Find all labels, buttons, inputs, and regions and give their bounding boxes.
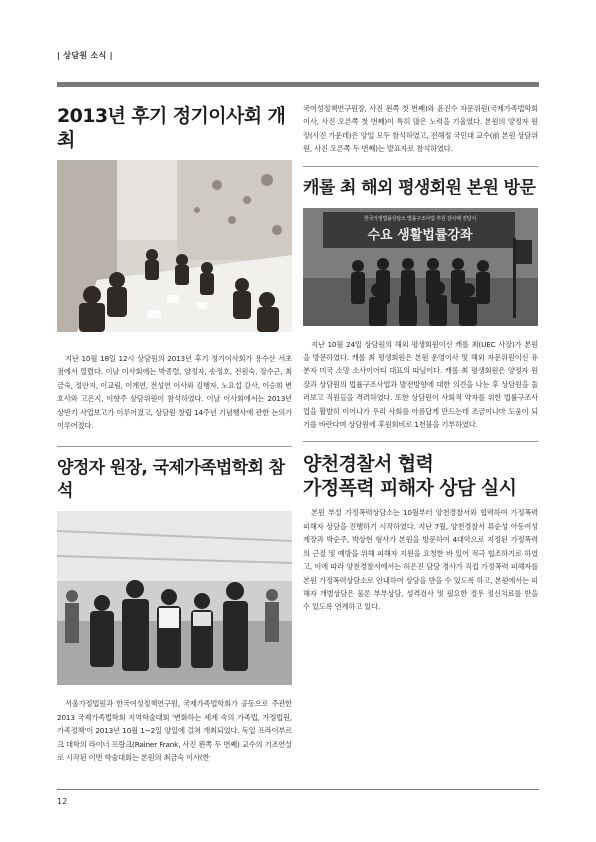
- page-number: 12: [57, 797, 68, 806]
- article-title-police-line1: 양천경찰서 협력: [303, 453, 434, 476]
- article-divider: [303, 441, 538, 442]
- conference-article-body: 서울가정법원과 한국여성정책연구원, 국제가족법학회가 공동으로 주관한 2013 국제가족법학회 지역학술대회 '변화하는 세계 속의 가족법, 가정법원, 가족정책'이 2013년 10월 1~2일 양일에 걸쳐 개최되었다. 독일 프라이부르크 대학의 라이너 프랑크(Rainer Frank, 사진 왼쪽 두 번째) 교수의 기조연설로 시작된 이번 학술대회는 본원의 최금숙 이사(한: [57, 699, 292, 763]
- section-header: | 상담원 소식 |: [57, 51, 113, 60]
- board-meeting-photo: [57, 160, 292, 332]
- banner-caption-line1: 한국가정법률상담소 법률구조사업 후원 감사패 전달식: [363, 215, 477, 222]
- police-article-body: 본원 부설 가정폭력상담소는 10월부터 양천경찰서와 협력하여 가정폭력 피해자 상담을 진행하기 시작하였다. 지난 7월, 양천경찰서 류순성 아동여성계장과 박순주, 박상현 형사가 본원을 방문하여 4대악으로 지정된 가정폭력의 근절 및 예방을 위해 피해자 지원을 요청한 바 있어 적극 협조하기로 하였고, 이에 따라 양천경찰서에서는 허은진 담당 경사가 직접 가정폭력 피해자를 본원 가정폭력상담소로 안내하여 상담을 받을 수 있도록 하고, 본원에서는 피해자 개별상담은 물론 부부상담, 성격검사 및 필요한 경우 정신치료를 받을 수 있도록 연계하고 있다.: [303, 508, 538, 612]
- article-title-police-line2: 가정폭력 피해자 상담 실시: [303, 477, 517, 500]
- left-column: [57, 98, 292, 764]
- board-article-body: 지난 10월 18일 12시 상담원의 2013년 후기 정기이사회가 용수산 서초점에서 열렸다. 이날 이사회에는 박종렬, 양정자, 송정호, 전원숙, 장수근, 최금숙, 정안지, 이교림, 이계연, 전성연 이사와 김행자, 노요섭 감사, 이승희 변호사와 고은지, 이향주 상담위원이 참석하였다. 이날 이사회에서는 2013년 상반기 사업보고가 이루어졌고, 상담원 창립 14주년 기념행사에 관한 논의가 이루어졌다.: [57, 354, 292, 431]
- article-divider: [57, 446, 292, 447]
- article-title-overseas: 캐롤 최 해외 평생회원 본원 방문: [303, 177, 536, 198]
- overseas-visit-photo: [303, 208, 538, 326]
- conference-group-image: [57, 511, 292, 685]
- article-divider: [303, 166, 538, 167]
- overseas-article-body: 지난 10월 24일 상담원의 해외 평생회원이신 캐롤 최(UEC 사장)가 본원을 방문하였다. 캐롤 최 평생회원은 본원 운영이사 및 해외 자문위원이신 유분자 미국 소망 소사이어티 대표의 따님이다. 캐롤 최 평생회원은 양정자 원장과 상담원의 법률구조사업과 발전방향에 대한 의견을 나눈 후 상담원을 둘러보고 직원들을 격려하였다. 또한 상담원이 사회적 약자를 위한 법률구조사업을 활발히 이어나가 우리 사회를 아름답게 만드는데 조금이나마 도움이 되기를 바란다며 상담원에 후원회비로 1천불을 기부하였다.: [303, 339, 538, 430]
- banner-caption-line2: 수요 생활법률강좌: [367, 227, 473, 243]
- header-rule: [57, 82, 539, 87]
- right-column: [303, 98, 538, 614]
- article-title-board: 2013년 후기 정기이사회 개최: [57, 105, 286, 151]
- footer-rule: [57, 789, 539, 790]
- board-meeting-image: [57, 160, 292, 332]
- conference-article-continued: 국여성정책연구원장, 사진 왼쪽 첫 번째)와 윤진수 자문위원(국제가족법학회 이사, 사진 오른쪽 첫 번째)이 특히 많은 노력을 기울였다. 본원의 양정자 원장(사진 가운데)은 양일 모두 참석하였고, 전해정 국민대 교수(前 본원 상담위원, 사진 오른쪽 두 번째)는 발표자로 참석하였다.: [303, 104, 538, 154]
- conference-photo: [57, 511, 292, 685]
- article-title-conference: 양정자 원장, 국제가족법학회 참석: [57, 458, 285, 502]
